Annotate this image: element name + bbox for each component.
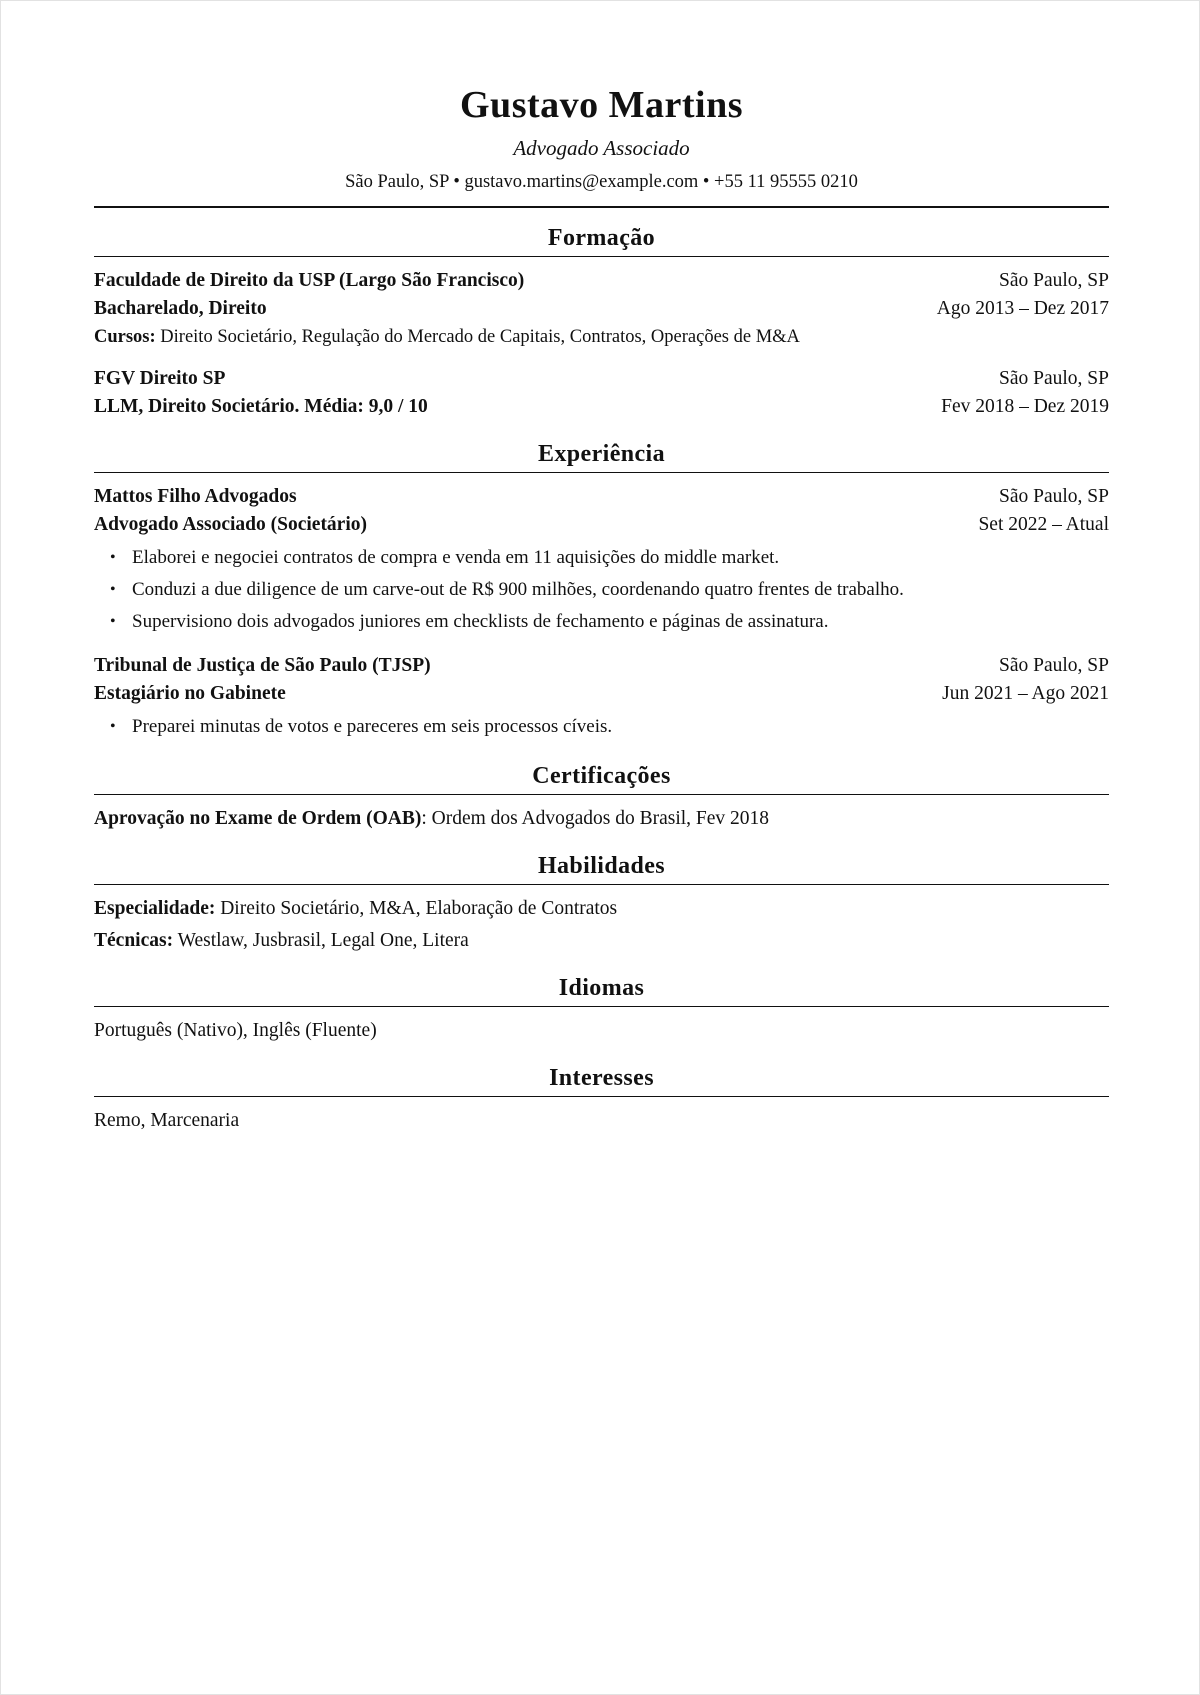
company-name: Tribunal de Justiça de São Paulo (TJSP): [94, 655, 431, 676]
achievement-text: Elaborei e negociei contratos de compra e venda em 11 aquisições do middle market.: [132, 547, 780, 568]
skills-specialty-label: Especialidade:: [94, 898, 216, 919]
institution-location: São Paulo, SP: [999, 368, 1109, 389]
achievement-item: [94, 606, 1109, 638]
education-dates: Fev 2018 – Dez 2019: [941, 396, 1109, 417]
education-entry: [94, 365, 1109, 421]
achievement-list: [94, 542, 1109, 638]
institution-name: Faculdade de Direito da USP (Largo São Francisco): [94, 270, 525, 291]
section-divider: [94, 884, 1109, 885]
degree-name: LLM, Direito Societário. Média: 9,0 / 10: [94, 396, 428, 417]
institution-name: FGV Direito SP: [94, 368, 226, 389]
job-dates: Jun 2021 – Ago 2021: [942, 683, 1109, 704]
section-divider: [94, 256, 1109, 257]
certification-line: [94, 805, 1109, 833]
job-role: Estagiário no Gabinete: [94, 683, 286, 704]
section-title-interests: Interesses: [549, 1065, 654, 1091]
section-title-certifications: Certificações: [532, 763, 671, 789]
education-entry: [94, 267, 1109, 351]
bullet-icon: •: [110, 581, 116, 598]
section-title-skills: Habilidades: [537, 853, 666, 879]
company-location: São Paulo, SP: [999, 655, 1109, 676]
courses-line: [94, 323, 1109, 351]
interests-line: Remo, Marcenaria: [94, 1110, 240, 1131]
experience-entry: [94, 483, 1109, 638]
section-divider: [94, 794, 1109, 795]
section-divider: [94, 1096, 1109, 1097]
company-location: São Paulo, SP: [999, 486, 1109, 507]
skills-technical-line: [94, 927, 1109, 955]
bullet-icon: •: [110, 718, 116, 735]
section-title-languages: Idiomas: [558, 975, 645, 1001]
candidate-title: Advogado Associado: [513, 136, 690, 160]
achievement-item: [94, 711, 1109, 743]
achievement-text: Supervisiono dois advogados juniores em checklists de fechamento e páginas de assinatura.: [132, 611, 829, 632]
section-divider: [94, 472, 1109, 473]
bullet-icon: •: [110, 549, 116, 566]
certification-name: Aprovação no Exame de Ordem (OAB): [94, 808, 422, 829]
skills-specialty-line: [94, 895, 1109, 923]
section-title-experience: Experiência: [537, 441, 666, 467]
achievement-text: Conduzi a due diligence de um carve-out de R$ 900 milhões, coordenando quatro frentes de trabalho.: [132, 579, 904, 600]
degree-name: Bacharelado, Direito: [94, 298, 267, 319]
skills-specialty-value: Direito Societário, M&A, Elaboração de Contratos: [220, 898, 618, 919]
contact-line: São Paulo, SP • gustavo.martins@example.com • +55 11 95555 0210: [345, 172, 858, 192]
section-title-education: Formação: [547, 225, 656, 251]
resume-content: [94, 79, 1109, 1135]
achievement-list: [94, 711, 1109, 743]
languages-line: Português (Nativo), Inglês (Fluente): [94, 1020, 377, 1041]
institution-location: São Paulo, SP: [999, 270, 1109, 291]
skills-technical-label: Técnicas:: [94, 930, 174, 951]
experience-entry: [94, 652, 1109, 743]
job-role: Advogado Associado (Societário): [94, 514, 367, 535]
job-dates: Set 2022 – Atual: [978, 514, 1109, 535]
courses-label: Cursos:: [94, 327, 156, 347]
certification-detail: : Ordem dos Advogados do Brasil, Fev 2018: [421, 808, 770, 829]
bullet-icon: •: [110, 613, 116, 630]
candidate-name: Gustavo Martins: [460, 84, 743, 126]
company-name: Mattos Filho Advogados: [94, 486, 297, 507]
achievement-item: [94, 574, 1109, 606]
achievement-text: Preparei minutas de votos e pareceres em seis processos cíveis.: [132, 716, 613, 737]
courses-list: Direito Societário, Regulação do Mercado de Capitais, Contratos, Operações de M&A: [160, 327, 800, 347]
education-dates: Ago 2013 – Dez 2017: [936, 298, 1109, 319]
achievement-item: [94, 542, 1109, 574]
skills-technical-value: Westlaw, Jusbrasil, Legal One, Litera: [177, 930, 469, 951]
header-divider: [94, 206, 1109, 208]
section-divider: [94, 1006, 1109, 1007]
